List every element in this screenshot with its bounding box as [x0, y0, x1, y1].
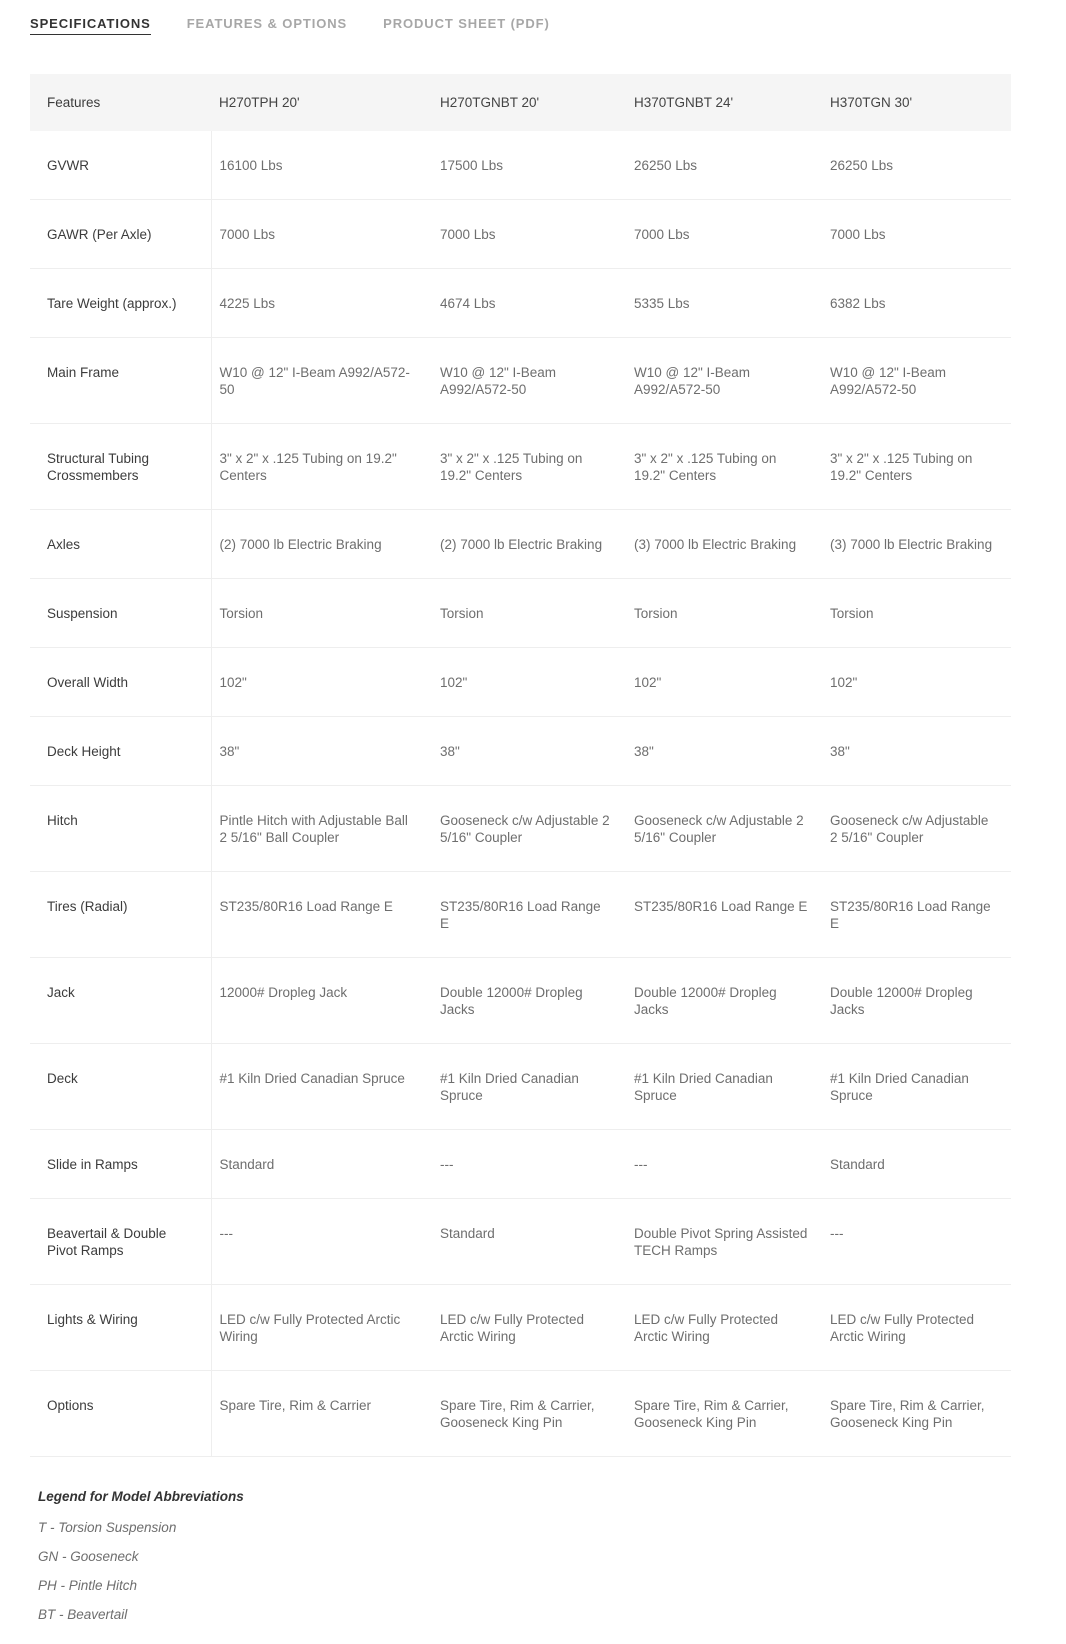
table-row: [30, 510, 1011, 579]
specifications-table: [30, 74, 1011, 1457]
spec-value: Double 12000# Dropleg Jacks: [822, 958, 1011, 1044]
spec-value: W10 @ 12" I-Beam A992/A572-50: [211, 338, 432, 424]
spec-value: 38": [822, 717, 1011, 786]
spec-value: LED c/w Fully Protected Arctic Wiring: [211, 1285, 432, 1371]
tab-product-sheet-pdf[interactable]: PRODUCT SHEET (PDF): [383, 16, 550, 31]
feature-label: Axles: [30, 510, 211, 579]
spec-value: Gooseneck c/w Adjustable 2 5/16" Coupler: [822, 786, 1011, 872]
column-header-model: H270TPH 20': [211, 74, 432, 131]
spec-value: ---: [626, 1130, 822, 1199]
column-header-features: Features: [30, 74, 211, 131]
spec-value: W10 @ 12" I-Beam A992/A572-50: [626, 338, 822, 424]
tab-features-options[interactable]: FEATURES & OPTIONS: [186, 16, 348, 31]
spec-value: #1 Kiln Dried Canadian Spruce: [822, 1044, 1011, 1130]
column-header-model: H370TGN 30': [822, 74, 1011, 131]
spec-value: 102": [211, 648, 432, 717]
spec-value: ST235/80R16 Load Range E: [626, 872, 822, 958]
spec-value: Double 12000# Dropleg Jacks: [432, 958, 626, 1044]
spec-value: 7000 Lbs: [432, 200, 626, 269]
spec-value: Gooseneck c/w Adjustable 2 5/16" Coupler: [432, 786, 626, 872]
spec-value: LED c/w Fully Protected Arctic Wiring: [626, 1285, 822, 1371]
spec-value: 102": [626, 648, 822, 717]
feature-label: Deck: [30, 1044, 211, 1130]
feature-label: GVWR: [30, 131, 211, 200]
spec-value: Double 12000# Dropleg Jacks: [626, 958, 822, 1044]
table-row: [30, 131, 1011, 200]
legend-item: BT - Beavertail: [38, 1607, 128, 1622]
table-row: [30, 1130, 1011, 1199]
spec-value: ---: [822, 1199, 1011, 1285]
spec-value: 7000 Lbs: [626, 200, 822, 269]
feature-label: Hitch: [30, 786, 211, 872]
spec-value: 4674 Lbs: [432, 269, 626, 338]
table-row: [30, 786, 1011, 872]
spec-value: Torsion: [626, 579, 822, 648]
feature-label: Slide in Ramps: [30, 1130, 211, 1199]
table-body: [30, 131, 1011, 1457]
spec-value: Spare Tire, Rim & Carrier, Gooseneck King Pin: [432, 1371, 626, 1457]
spec-value: (2) 7000 lb Electric Braking: [432, 510, 626, 579]
spec-value: 6382 Lbs: [822, 269, 1011, 338]
spec-value: 38": [626, 717, 822, 786]
spec-value: (2) 7000 lb Electric Braking: [211, 510, 432, 579]
feature-label: Tires (Radial): [30, 872, 211, 958]
feature-label: Structural Tubing Crossmembers: [30, 424, 211, 510]
spec-value: Spare Tire, Rim & Carrier, Gooseneck King Pin: [626, 1371, 822, 1457]
spec-value: 4225 Lbs: [211, 269, 432, 338]
spec-value: 26250 Lbs: [626, 131, 822, 200]
legend: [38, 1489, 1036, 1622]
spec-value: ---: [211, 1199, 432, 1285]
spec-value: 3" x 2" x .125 Tubing on 19.2" Centers: [432, 424, 626, 510]
table-row: [30, 872, 1011, 958]
spec-value: 102": [822, 648, 1011, 717]
legend-item: T - Torsion Suspension: [38, 1520, 177, 1535]
legend-title: Legend for Model Abbreviations: [38, 1489, 244, 1504]
table-row: [30, 648, 1011, 717]
table-row: [30, 717, 1011, 786]
spec-value: W10 @ 12" I-Beam A992/A572-50: [432, 338, 626, 424]
spec-value: #1 Kiln Dried Canadian Spruce: [626, 1044, 822, 1130]
spec-value: 17500 Lbs: [432, 131, 626, 200]
spec-value: ST235/80R16 Load Range E: [211, 872, 432, 958]
spec-value: Gooseneck c/w Adjustable 2 5/16" Coupler: [626, 786, 822, 872]
tab-specifications[interactable]: SPECIFICATIONS: [30, 16, 151, 35]
spec-value: ST235/80R16 Load Range E: [432, 872, 626, 958]
spec-value: 3" x 2" x .125 Tubing on 19.2" Centers: [822, 424, 1011, 510]
spec-value: 12000# Dropleg Jack: [211, 958, 432, 1044]
spec-value: Standard: [211, 1130, 432, 1199]
spec-value: 26250 Lbs: [822, 131, 1011, 200]
legend-item: PH - Pintle Hitch: [38, 1578, 138, 1593]
spec-value: W10 @ 12" I-Beam A992/A572-50: [822, 338, 1011, 424]
table-row: [30, 338, 1011, 424]
legend-items: [38, 1520, 1036, 1622]
feature-label: Overall Width: [30, 648, 211, 717]
table-row: [30, 200, 1011, 269]
spec-value: #1 Kiln Dried Canadian Spruce: [211, 1044, 432, 1130]
feature-label: Suspension: [30, 579, 211, 648]
spec-value: Torsion: [432, 579, 626, 648]
spec-value: Standard: [822, 1130, 1011, 1199]
feature-label: Tare Weight (approx.): [30, 269, 211, 338]
spec-value: 7000 Lbs: [211, 200, 432, 269]
spec-value: (3) 7000 lb Electric Braking: [822, 510, 1011, 579]
spec-value: #1 Kiln Dried Canadian Spruce: [432, 1044, 626, 1130]
spec-value: ST235/80R16 Load Range E: [822, 872, 1011, 958]
spec-value: (3) 7000 lb Electric Braking: [626, 510, 822, 579]
feature-label: Lights & Wiring: [30, 1285, 211, 1371]
spec-value: 3" x 2" x .125 Tubing on 19.2" Centers: [626, 424, 822, 510]
spec-value: 5335 Lbs: [626, 269, 822, 338]
table-row: [30, 958, 1011, 1044]
table-row: [30, 579, 1011, 648]
spec-value: ---: [432, 1130, 626, 1199]
spec-value: Torsion: [822, 579, 1011, 648]
spec-value: 16100 Lbs: [211, 131, 432, 200]
table-row: [30, 424, 1011, 510]
spec-value: Standard: [432, 1199, 626, 1285]
table-row: [30, 1199, 1011, 1285]
feature-label: Options: [30, 1371, 211, 1457]
feature-label: Jack: [30, 958, 211, 1044]
spec-value: 102": [432, 648, 626, 717]
spec-value: Torsion: [211, 579, 432, 648]
table-header: [30, 74, 1011, 131]
spec-value: LED c/w Fully Protected Arctic Wiring: [432, 1285, 626, 1371]
spec-value: Double Pivot Spring Assisted TECH Ramps: [626, 1199, 822, 1285]
legend-item: GN - Gooseneck: [38, 1549, 139, 1564]
spec-value: 7000 Lbs: [822, 200, 1011, 269]
spec-value: Spare Tire, Rim & Carrier: [211, 1371, 432, 1457]
table-row: [30, 1044, 1011, 1130]
spec-value: 3" x 2" x .125 Tubing on 19.2" Centers: [211, 424, 432, 510]
column-header-model: H270TGNBT 20': [432, 74, 626, 131]
spec-value: LED c/w Fully Protected Arctic Wiring: [822, 1285, 1011, 1371]
table-row: [30, 1285, 1011, 1371]
feature-label: Beavertail & Double Pivot Ramps: [30, 1199, 211, 1285]
spec-value: Pintle Hitch with Adjustable Ball 2 5/16" Ball Coupler: [211, 786, 432, 872]
spec-value: Spare Tire, Rim & Carrier, Gooseneck King Pin: [822, 1371, 1011, 1457]
feature-label: GAWR (Per Axle): [30, 200, 211, 269]
column-header-model: H370TGNBT 24': [626, 74, 822, 131]
table-row: [30, 269, 1011, 338]
feature-label: Deck Height: [30, 717, 211, 786]
table-row: [30, 1371, 1011, 1457]
tab-bar: [30, 16, 1036, 35]
spec-value: 38": [432, 717, 626, 786]
feature-label: Main Frame: [30, 338, 211, 424]
spec-value: 38": [211, 717, 432, 786]
table-header-row: [30, 74, 1011, 131]
